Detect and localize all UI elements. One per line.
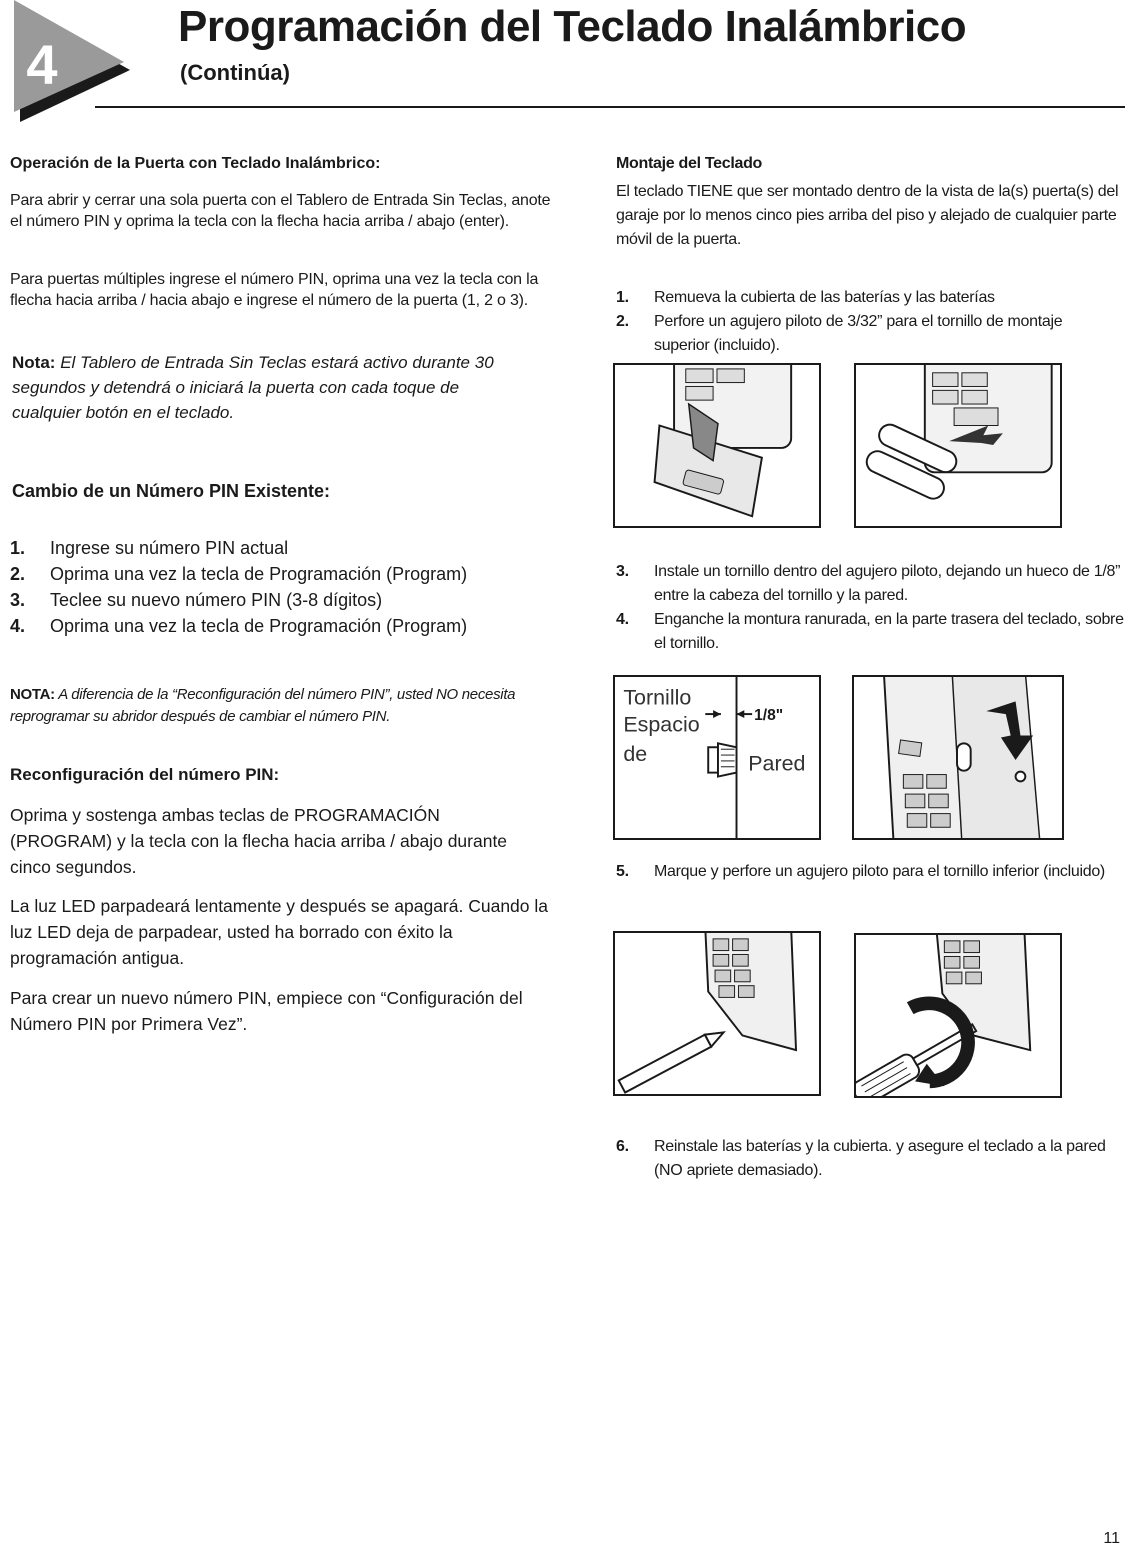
mounting-step-6 <box>616 1135 1131 1183</box>
header-rule <box>95 106 1125 108</box>
step-number: 4. <box>10 616 26 636</box>
wall-label: Pared <box>748 751 806 776</box>
step-number: 3. <box>10 590 26 610</box>
mounting-steps-1-2 <box>616 286 1116 358</box>
list-item <box>616 860 1116 884</box>
step-number: 5. <box>616 863 629 880</box>
battery-illustration <box>856 365 1060 526</box>
note-keypad-active <box>12 350 512 425</box>
pencil-mark-illustration <box>615 933 819 1094</box>
change-pin-heading: Cambio de un Número PIN Existente: <box>12 481 331 501</box>
step-number: 1. <box>616 289 629 306</box>
gap-label-line1: Espacio <box>623 712 700 737</box>
step-text: Teclee su nuevo número PIN (3-8 dígitos) <box>50 590 383 610</box>
keypad-cover-illustration <box>615 365 819 526</box>
mounting-step-5 <box>616 860 1116 884</box>
step-text: Ingrese su número PIN actual <box>50 538 289 558</box>
operation-heading: Operación de la Puerta con Teclado Inalámbrico: <box>10 155 381 172</box>
step-text: Remueva la cubierta de las baterías y las baterías <box>654 289 995 306</box>
figure-drill-hole <box>854 933 1062 1098</box>
step-text: Marque y perfore un agujero piloto para el tornillo inferior (incluido) <box>654 863 1105 880</box>
step-text: Oprima una vez la tecla de Programación (Program) <box>50 616 468 636</box>
note-text: El Tablero de Entrada Sin Teclas estará activo durante 30 segundos y detendrá o iniciará la puerta con cada toque de cualquier botón en el teclado. <box>12 353 494 422</box>
list-item <box>616 286 1116 310</box>
figure-hang-keypad <box>852 675 1064 840</box>
reset-paragraph-3: Para crear un nuevo número PIN, empiece con “Configuración del Número PIN por Primera Vez”. <box>10 988 523 1034</box>
step-number: 2. <box>616 313 629 330</box>
step-number: 2. <box>10 564 26 584</box>
page-subtitle: (Continúa) <box>180 60 290 85</box>
step-text: Enganche la montura ranurada, en la parte trasera del teclado, sobre el tornillo. <box>654 611 1124 652</box>
operation-paragraph-1: Para abrir y cerrar una sola puerta con el Tablero de Entrada Sin Teclas, anote el número PIN y oprima la tecla con la flecha hacia arriba / abajo (enter). <box>10 192 551 230</box>
note-text: A diferencia de la “Reconfiguración del número PIN”, usted NO necesita reprogramar su abridor después de cambiar el número PIN. <box>10 686 516 725</box>
step-text: Reinstale las baterías y la cubierta. y asegure el teclado a la pared (NO apriete demasiado). <box>654 1138 1106 1179</box>
screw-gap-diagram <box>615 677 819 838</box>
reset-paragraph-2: La luz LED parpadeará lentamente y después se apagará. Cuando la luz LED deja de parpadear, usted ha borrado con éxito la programación antigua. <box>10 896 549 968</box>
section-number: 4 <box>26 33 58 96</box>
step-number: 6. <box>616 1138 629 1155</box>
page-title: Programación del Teclado Inalámbrico <box>178 2 967 51</box>
figure-remove-cover <box>613 363 821 528</box>
step-number: 3. <box>616 563 629 580</box>
mounting-steps-3-4 <box>616 560 1131 656</box>
step-text: Oprima una vez la tecla de Programación (Program) <box>50 564 468 584</box>
hang-keypad-illustration <box>854 677 1062 838</box>
reset-pin-heading: Reconfiguración del número PIN: <box>10 765 280 784</box>
step-text: Instale un tornillo dentro del agujero piloto, dejando un hueco de 1/8” entre la cabeza del tornillo y la pared. <box>654 563 1121 604</box>
mounting-heading: Montaje del Teclado <box>616 155 763 172</box>
operation-paragraph-2: Para puertas múltiples ingrese el número PIN, oprima una vez la tecla con la flecha hacia arriba / hacia abajo e ingrese el número de la puerta (1, 2 o 3). <box>10 271 539 309</box>
reset-paragraph-1: Oprima y sostenga ambas teclas de PROGRAMACIÓN (PROGRAM) y la tecla con la flecha hacia arriba / abajo durante cinco segundos. <box>10 805 508 877</box>
list-item <box>10 613 555 639</box>
section-badge <box>0 0 130 122</box>
figure-remove-batteries <box>854 363 1062 528</box>
list-item <box>616 1135 1131 1183</box>
gap-label-line2: de <box>623 741 648 766</box>
screwdriver-illustration <box>856 935 1060 1096</box>
figure-mark-hole <box>613 931 821 1096</box>
note-no-reprogram <box>10 684 530 728</box>
note-label: NOTA: <box>10 686 55 703</box>
page-number: 11 <box>1103 1530 1120 1547</box>
step-text: Perfore un agujero piloto de 3/32” para el tornillo de montaje superior (incluido). <box>654 313 1063 354</box>
change-pin-steps <box>10 535 555 639</box>
list-item <box>10 587 555 613</box>
list-item <box>10 535 555 561</box>
figure-screw-gap <box>613 675 821 840</box>
list-item <box>616 560 1131 608</box>
step-number: 1. <box>10 538 26 558</box>
list-item <box>616 608 1131 656</box>
screw-label: Tornillo <box>623 685 692 710</box>
gap-measure: 1/8" <box>754 706 784 724</box>
step-number: 4. <box>616 611 629 628</box>
list-item <box>10 561 555 587</box>
note-label: Nota: <box>12 353 56 372</box>
list-item <box>616 310 1116 358</box>
mounting-text: El teclado TIENE que ser montado dentro de la vista de la(s) puerta(s) del garaje por lo menos cinco pies arriba del piso y alejado de cualquier parte móvil de la puerta. <box>616 183 1119 248</box>
